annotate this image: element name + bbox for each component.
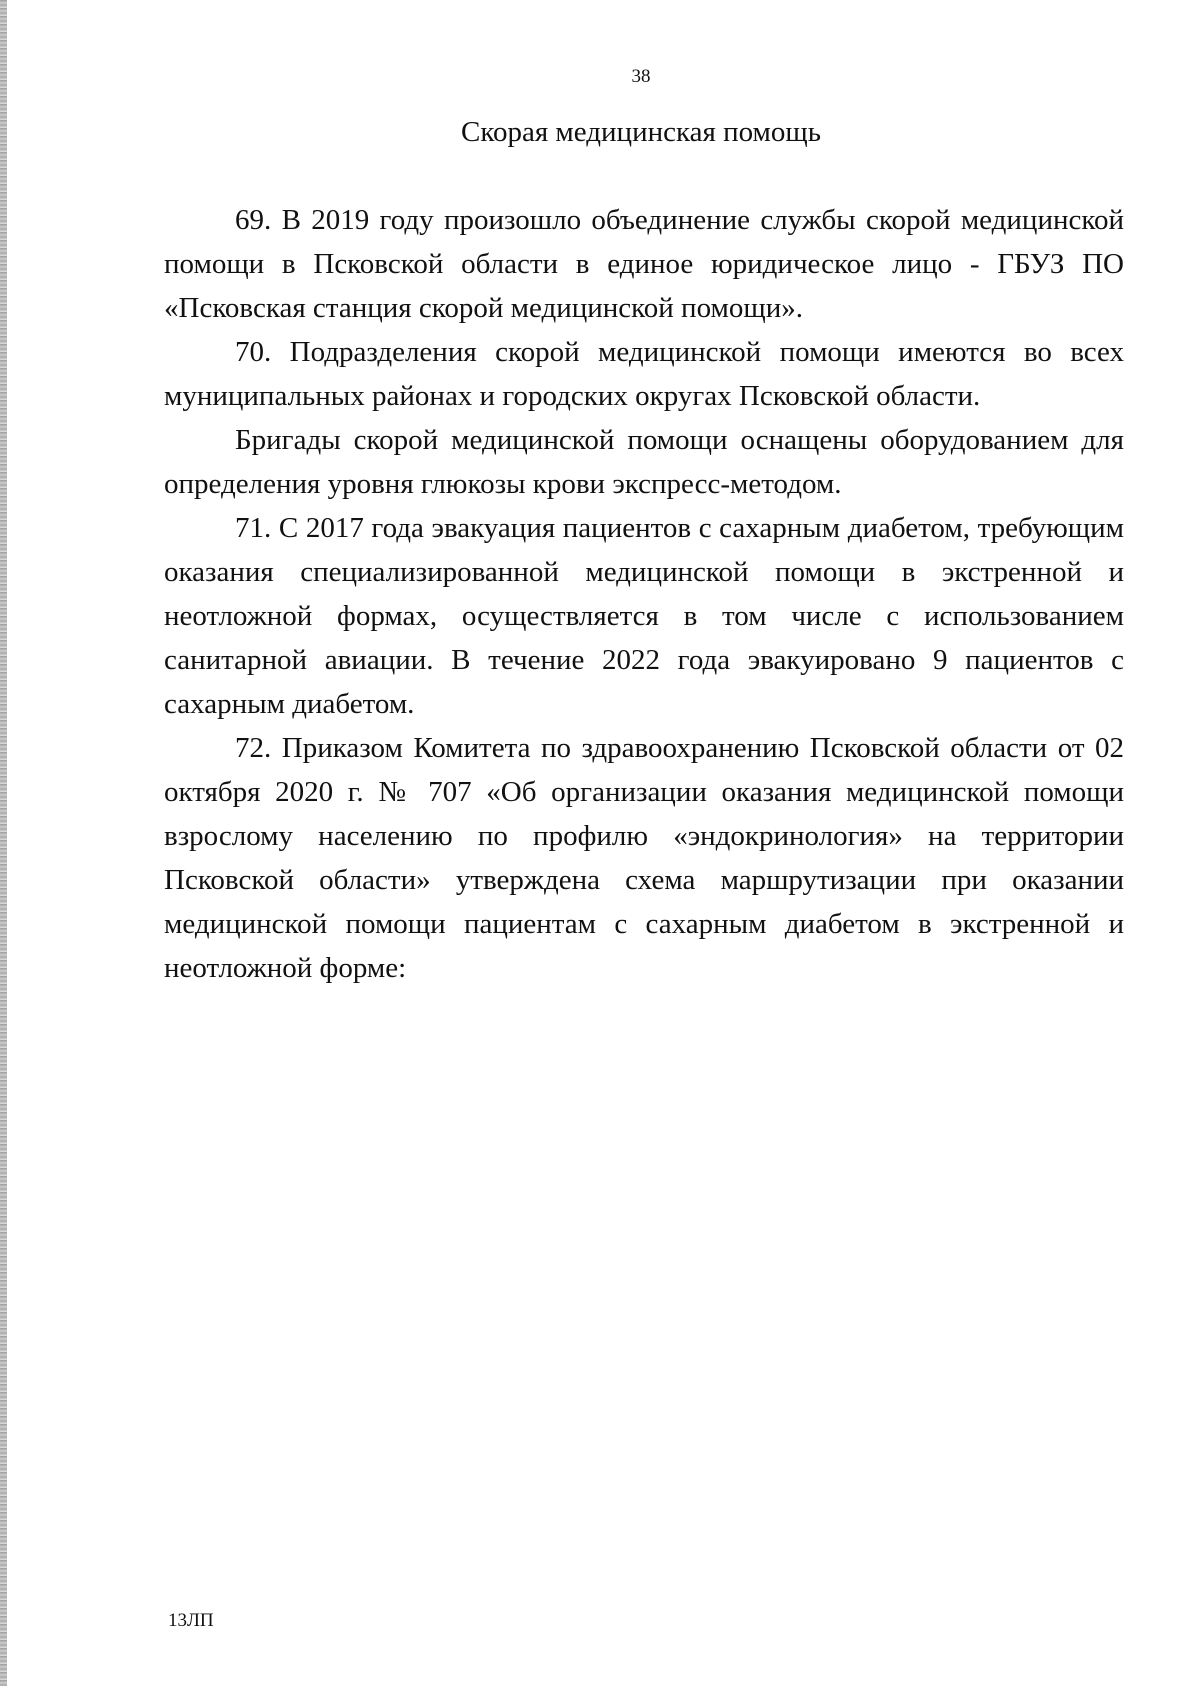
footer-code: 13ЛП <box>168 1610 214 1631</box>
page-number: 38 <box>631 66 651 87</box>
paragraph-69: 69. В 2019 году произошло объединение службы скорой медицинской помощи в Псковской области в единое юридическое лицо - ГБУЗ ПО «Псковская станция скорой медицинской помощи». <box>164 204 1124 324</box>
document-body <box>164 198 1124 990</box>
scan-edge-border <box>0 0 7 1686</box>
paragraph-72: 72. Приказом Комитета по здравоохранению Псковской области от 02 октября 2020 г. № 707 «Об организации оказания медицинской помощи взрослому населению по профилю «эндокринология» на территории Псковской области» утверждена схема маршрутизации при оказании медицинской помощи пациентам с сахарным диабетом в экстренной и неотложной форме: <box>164 732 1124 984</box>
paragraph-70-continued: Бригады скорой медицинской помощи оснащены оборудованием для определения уровня глюкозы крови экспресс-методом. <box>164 424 1124 500</box>
paragraph-71: 71. С 2017 года эвакуация пациентов с сахарным диабетом, требующим оказания специализированной медицинской помощи в экстренной и неотложной формах, осуществляется в том числе с использованием санитарной авиации. В течение 2022 года эвакуировано 9 пациентов с сахарным диабетом. <box>164 512 1124 720</box>
paragraph-70: 70. Подразделения скорой медицинской помощи имеются во всех муниципальных районах и городских округах Псковской области. <box>164 336 1124 412</box>
section-title: Скорая медицинская помощь <box>461 116 821 148</box>
